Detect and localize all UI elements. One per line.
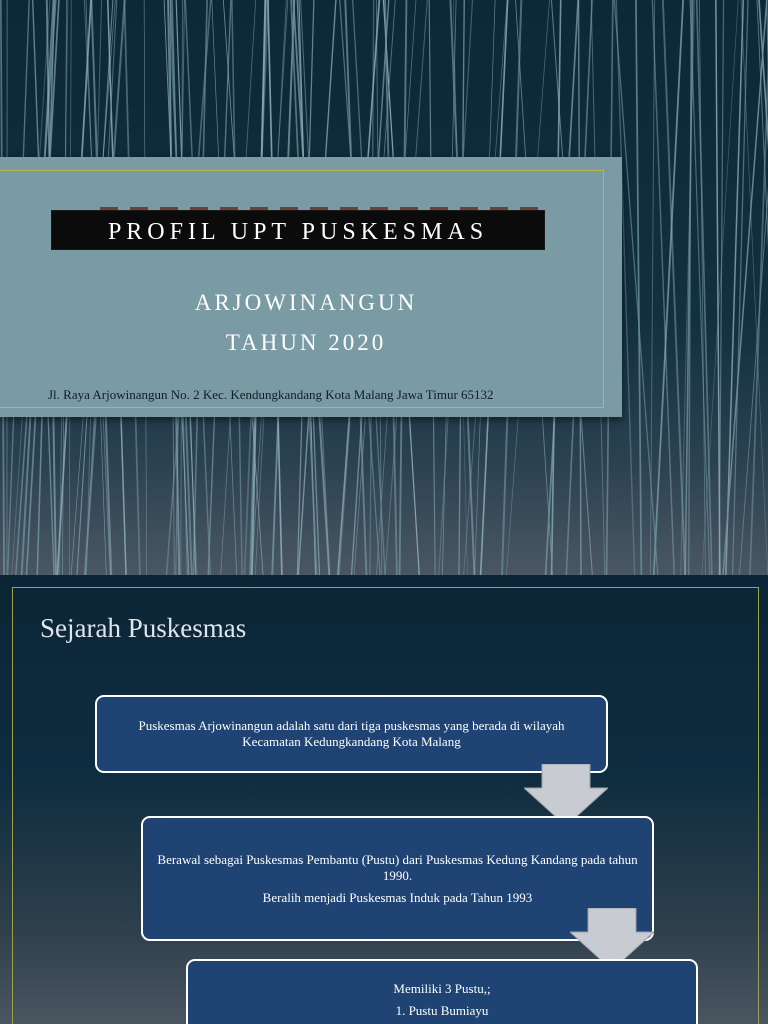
flow-box-pustu-text-1: Memiliki 3 Pustu,;: [393, 981, 491, 996]
slide-subtitle-location: ARJOWINANGUN: [194, 290, 418, 315]
flow-box-intro-text: Puskesmas Arjowinangun adalah satu dari tiga puskesmas yang berada di wilayah Kecamatan Kedungkandang Kota Malang: [138, 718, 565, 749]
background-line: [652, 0, 674, 575]
flow-box-pustu: [186, 959, 698, 1024]
slide-subtitle-year: TAHUN 2020: [225, 330, 387, 355]
title-panel-border: [0, 170, 604, 408]
background-line: [663, 0, 686, 575]
background-line: [636, 0, 642, 575]
flow-box-intro: [95, 695, 608, 773]
history-slide: [0, 575, 768, 1024]
slide-title: PROFIL UPT PUSKESMAS: [107, 219, 489, 245]
background-line: [757, 0, 768, 575]
flow-box-pustu-text-2: 1. Pustu Bumiayu: [395, 1003, 489, 1018]
address-text: Jl. Raya Arjowinangun No. 2 Kec. Kendungkandang Kota Malang Jawa Timur 65132: [48, 387, 494, 402]
section-title: Sejarah Puskesmas: [40, 613, 247, 643]
background-line: [654, 0, 684, 575]
flow-box-origin-text-1: Berawal sebagai Puskesmas Pembantu (Pustu) dari Puskesmas Kedung Kandang pada tahun 1990.: [157, 851, 638, 883]
flow-box-origin-text-2: Beralih menjadi Puskesmas Induk pada Tahun 1993: [262, 889, 533, 905]
